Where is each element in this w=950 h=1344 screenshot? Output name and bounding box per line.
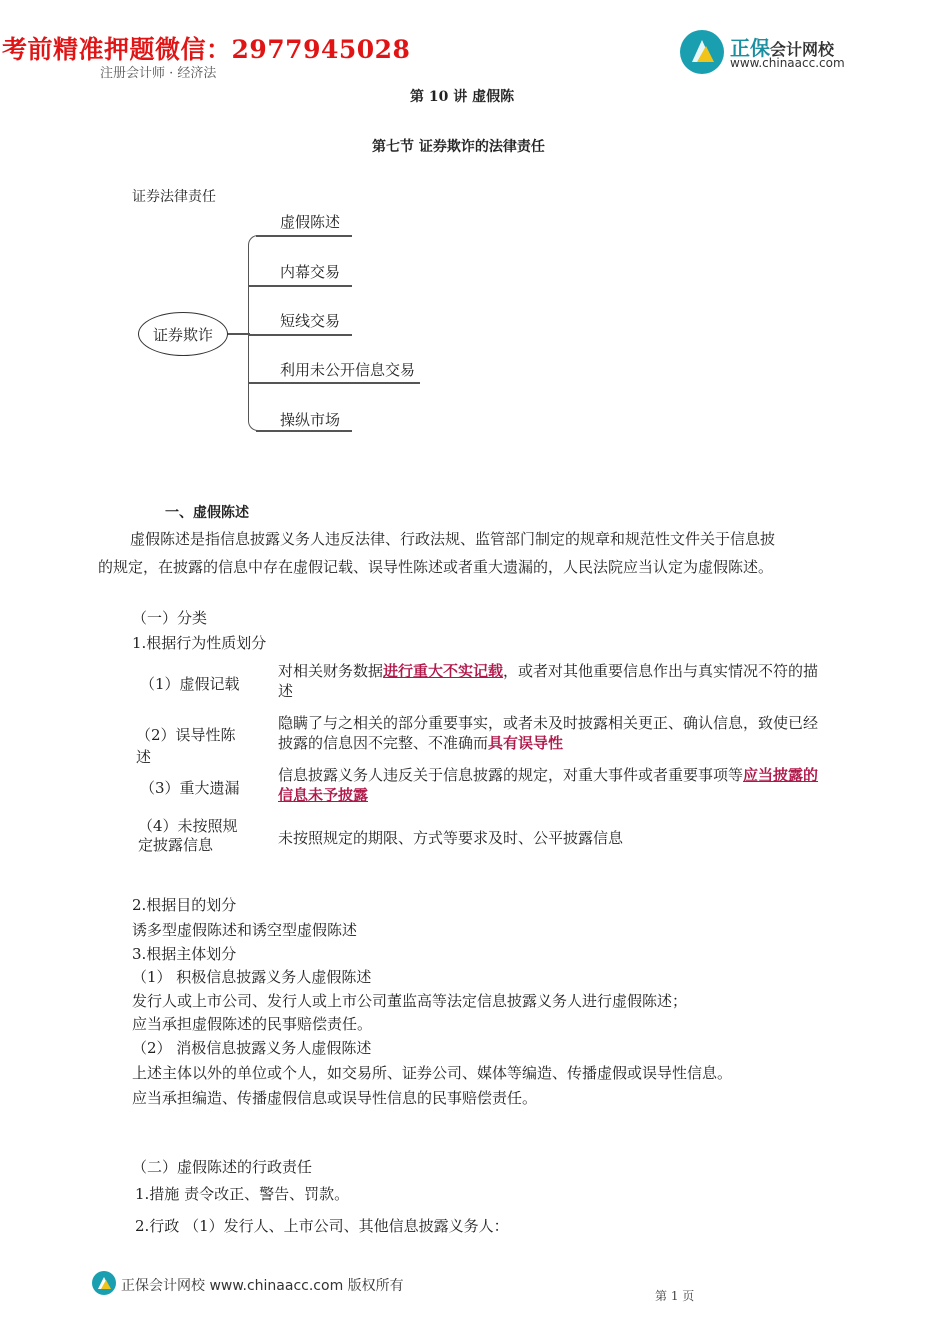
class-desc-highlight: 具有误导性 bbox=[488, 734, 564, 752]
intro-line-1-text: 虚假陈述是指信息披露义务人违反法律、行政法规、监管部门制定的规章和规范性文件关于信息披 bbox=[130, 530, 776, 548]
logo-name-b: 会计网校 bbox=[770, 40, 835, 59]
footer-page bbox=[655, 1287, 695, 1303]
class-row-label bbox=[136, 724, 248, 766]
mindmap-heading-text: 证券法律责任 bbox=[132, 189, 216, 205]
mindmap-branch-line bbox=[256, 235, 352, 237]
class-row-label: （3）重大遗漏 bbox=[140, 779, 240, 797]
logo-emblem-icon bbox=[680, 30, 724, 74]
mindmap-item: 操纵市场 bbox=[280, 411, 341, 429]
mindmap-item: 内幕交易 bbox=[280, 263, 341, 281]
class-row-label bbox=[138, 817, 248, 854]
subject-active-line-1: 发行人或上市公司、发行人或上市公司董监高等法定信息披露义务人进行虚假陈述； bbox=[132, 992, 688, 1010]
mindmap-branch-line bbox=[248, 334, 352, 336]
mindmap-connector bbox=[226, 333, 250, 335]
class-row-label-text: （2）误导性陈述 bbox=[136, 726, 236, 766]
mindmap-branch-line bbox=[248, 285, 352, 287]
admin-line-2 bbox=[135, 1215, 509, 1235]
intro-heading-text: 一、虚假陈述 bbox=[165, 505, 249, 521]
classification-sub3: 3.根据主体划分 bbox=[132, 945, 237, 963]
class-row-label-text: （4）未按照规定披露信息 bbox=[138, 817, 238, 854]
subject-passive-line-1: 上述主体以外的单位或个人，如交易所、证券公司、媒体等编造、传播虚假或误导性信息。 bbox=[132, 1064, 733, 1082]
admin-heading bbox=[132, 1156, 313, 1176]
promo-banner: 考前精准押题微信：2977945028 bbox=[2, 35, 411, 64]
mindmap-branch-line bbox=[248, 382, 420, 384]
footer-copyright: 正保会计网校 www.chinaacc.com 版权所有 bbox=[121, 1278, 404, 1294]
class-row-desc bbox=[278, 713, 823, 752]
mindmap-item: 短线交易 bbox=[280, 312, 341, 330]
class-row-desc bbox=[278, 828, 623, 848]
class-row-label: （1）虚假记载 bbox=[140, 675, 240, 693]
course-header-text: 注册会计师 · 经济法 bbox=[100, 66, 217, 81]
class-desc-highlight: 进行重大不实记载 bbox=[383, 662, 504, 680]
mindmap-heading bbox=[132, 186, 216, 205]
classification-sub2: 2.根据目的划分 bbox=[132, 896, 237, 914]
classification-heading: （一）分类 bbox=[132, 609, 208, 627]
mindmap-item: 利用未公开信息交易 bbox=[280, 361, 416, 379]
class-desc-highlight: 应当披露的信息未予披露 bbox=[278, 766, 819, 804]
course-header bbox=[100, 62, 217, 81]
brand-logo bbox=[680, 30, 860, 74]
mindmap-branch-line bbox=[256, 430, 352, 432]
footer-page-text: 第 1 页 bbox=[655, 1289, 695, 1303]
classification-sub2-text: 诱多型虚假陈述和诱空型虚假陈述 bbox=[132, 921, 358, 939]
section-title-text: 第七节 证券欺诈的法律责任 bbox=[372, 139, 545, 155]
class-desc-text: 对相关财务数据 bbox=[278, 662, 384, 680]
intro-heading bbox=[165, 502, 249, 521]
classification-sub1-text: 1.根据行为性质划分 bbox=[132, 634, 267, 652]
intro-line-1 bbox=[130, 528, 850, 548]
subject-passive-heading: （2） 消极信息披露义务人虚假陈述 bbox=[132, 1039, 372, 1057]
footer-logo-icon bbox=[92, 1271, 116, 1295]
class-desc-text: ，或者对其他重要信息作出与真实情况不符的描述 bbox=[278, 662, 819, 700]
classification-sub1 bbox=[132, 632, 267, 652]
mindmap-root: 证券欺诈 bbox=[138, 312, 228, 356]
lecture-title-text: 第 10 讲 虚假陈 bbox=[410, 89, 515, 105]
logo-name-a: 正保 bbox=[730, 36, 770, 60]
lecture-title bbox=[410, 86, 515, 105]
intro-line-2: 的规定，在披露的信息中存在虚假记载、误导性陈述或者重大遗漏的，人民法院应当认定为虚假陈述。 bbox=[98, 558, 774, 576]
class-desc-text: 未按照规定的期限、方式等要求及时、公平披露信息 bbox=[278, 829, 624, 847]
subject-passive-line-2: 应当承担编造、传播虚假信息或误导性信息的民事赔偿责任。 bbox=[132, 1089, 538, 1107]
logo-url: www.chinaacc.com bbox=[730, 56, 845, 70]
admin-line-1-text: 1.措施 责令改正、警告、罚款。 bbox=[135, 1185, 350, 1203]
class-desc-text: 信息披露义务人违反关于信息披露的规定，对重大事件或者重要事项等 bbox=[278, 766, 744, 784]
admin-line-2-text: 2.行政 （1）发行人、上市公司、其他信息披露义务人： bbox=[135, 1217, 509, 1235]
class-row-desc bbox=[278, 661, 823, 700]
class-row-desc bbox=[278, 765, 823, 804]
mindmap-item: 虚假陈述 bbox=[280, 213, 341, 231]
admin-heading-text: （二）虚假陈述的行政责任 bbox=[132, 1158, 313, 1176]
mindmap-bracket bbox=[248, 235, 260, 431]
class-desc-text: 隐瞒了与之相关的部分重要事实，或者未及时披露相关更正、确认信息，致使已经披露的信息因不完整、不准确而 bbox=[278, 714, 819, 752]
subject-active-line-2: 应当承担虚假陈述的民事赔偿责任。 bbox=[132, 1015, 373, 1033]
admin-line-1 bbox=[135, 1183, 350, 1203]
subject-active-heading: （1） 积极信息披露义务人虚假陈述 bbox=[132, 968, 372, 986]
section-title bbox=[372, 136, 545, 155]
